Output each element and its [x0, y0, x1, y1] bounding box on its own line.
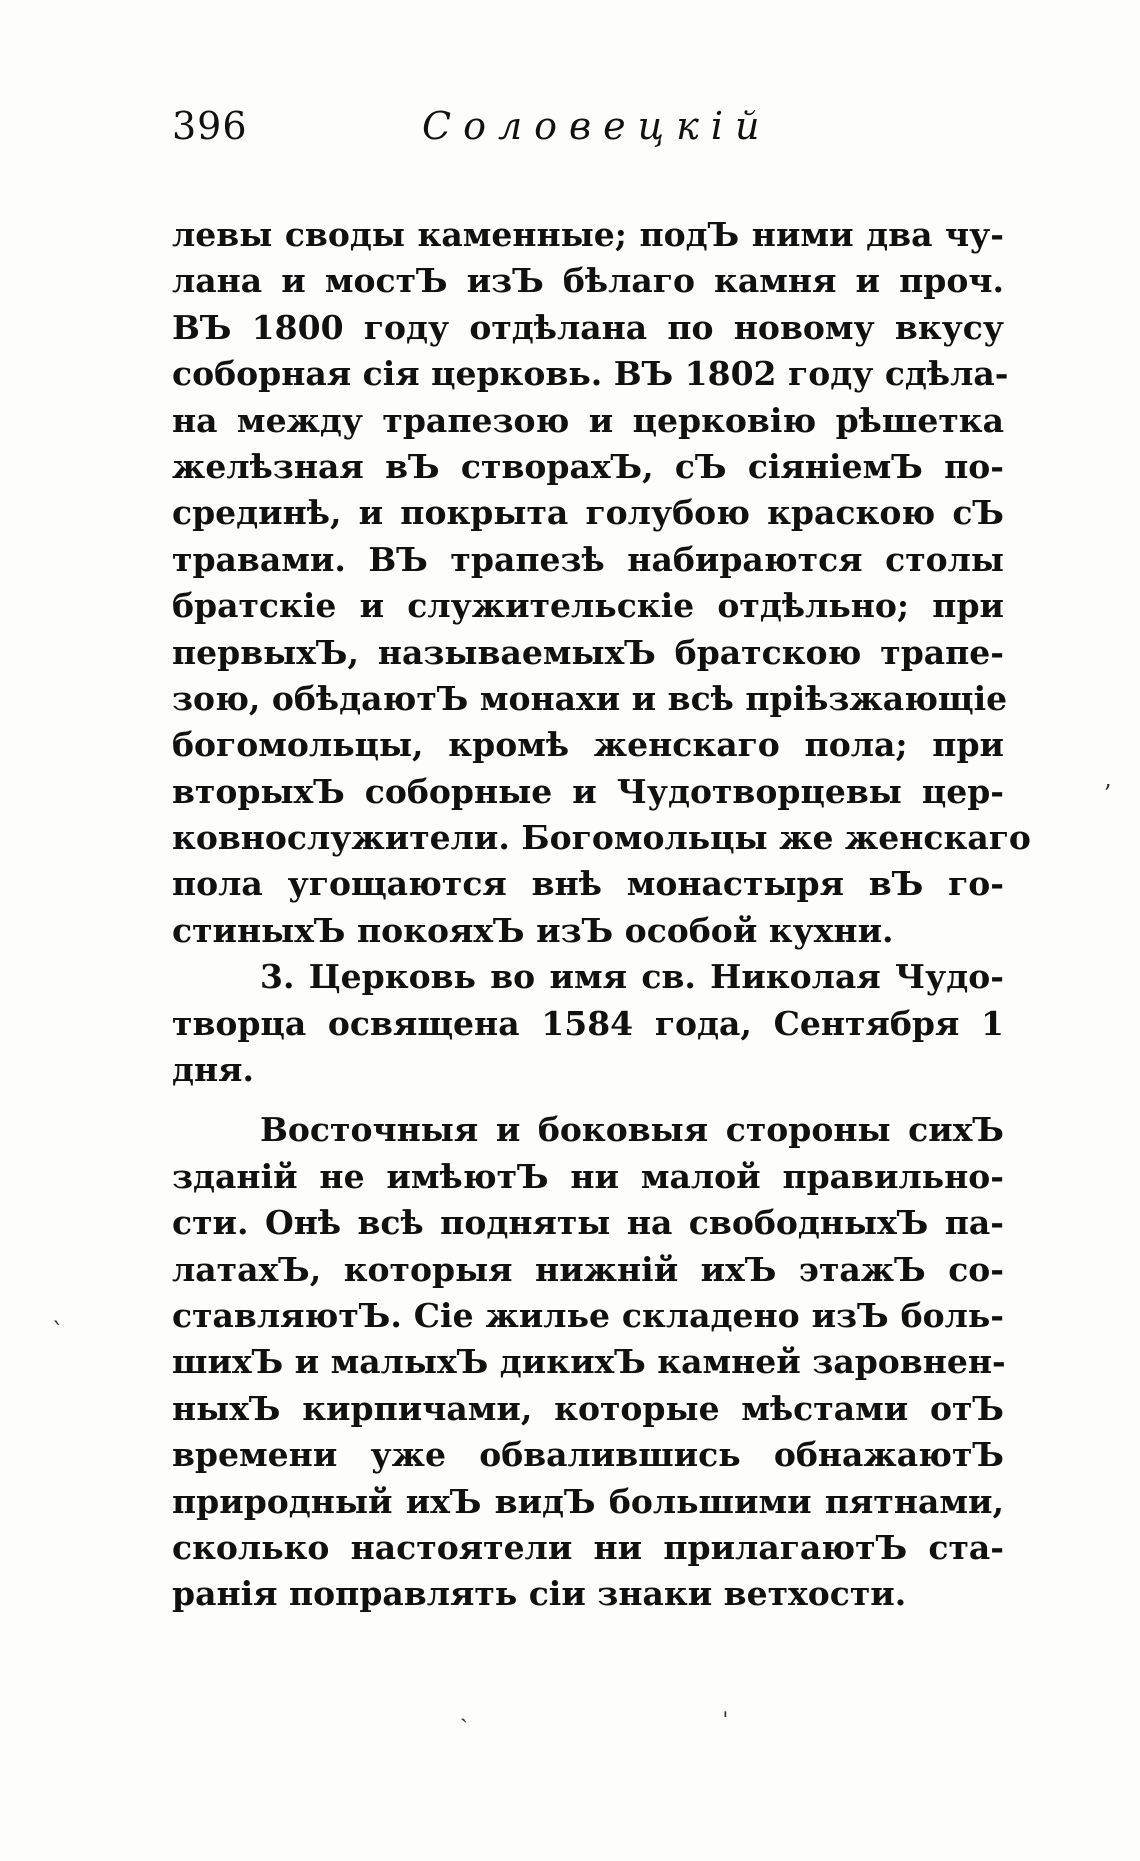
text-line: ковнослужители. Богомольцы же женскаго [172, 818, 1031, 858]
text-line: ВЪ 1800 году отдѣлана по новому вкусу [172, 307, 1004, 347]
text-line: природный ихЪ видЪ большими пятнами, [172, 1481, 1004, 1521]
text-line: зданій не имѣютЪ ни малой правильно- [172, 1156, 1004, 1196]
scan-speck: ˋ [52, 1318, 64, 1346]
text-line: срединѣ, и покрыта голубою краскою сЪ [172, 493, 1004, 533]
page-header [172, 104, 1012, 164]
text-line: желѣзная вЪ створахЪ, сЪ сіяніемЪ по- [172, 446, 1004, 486]
text-line: первыхЪ, называемыхЪ братскою трапе- [172, 632, 1004, 672]
text-line: братскіе и служительскіе отдѣльно; при [172, 586, 1004, 626]
text-line: лана и мостЪ изЪ бѣлаго камня и проч. [172, 261, 1004, 301]
text-line: сти. Онѣ всѣ подняты на свободныхЪ па- [172, 1203, 1004, 1243]
text-line: травами. ВЪ трапезѣ набираются столы [172, 539, 1004, 579]
scan-speck: ˎ [460, 1695, 468, 1723]
text-line: пола угощаются внѣ монастыря вЪ го- [172, 864, 1004, 904]
text-line: Восточныя и боковыя стороны сихЪ [260, 1110, 1004, 1150]
text-line: творца освящена 1584 года, Сентября 1 [172, 1003, 1004, 1043]
text-line: зою, обѣдаютЪ монахи и всѣ пріѣзжающіе [172, 678, 1008, 718]
text-line: ранія поправлять сіи знаки ветхости. [172, 1574, 907, 1614]
text-line: латахЪ, которыя нижній ихЪ этажЪ со- [172, 1249, 1004, 1289]
body-text [172, 212, 1031, 1618]
text-line: на между трапезою и церковію рѣшетка [172, 400, 1004, 440]
scan-speck: ˈ [722, 1708, 729, 1736]
text-line: богомольцы, кромѣ женскаго пола; при [172, 725, 1004, 765]
text-line: стиныхЪ покояхЪ изЪ особой кухни. [172, 910, 894, 950]
text-line: соборная сія церковь. ВЪ 1802 году сдѣла- [172, 354, 1009, 394]
text-line: ставляютЪ. Сіе жилье складено изЪ боль- [172, 1295, 1004, 1335]
text-line: ныхЪ кирпичами, которые мѣстами отЪ [172, 1388, 1004, 1428]
page-number: 396 [172, 104, 248, 148]
running-title: Соловецкій [422, 104, 772, 148]
text-line: 3. Церковь во имя св. Николая Чудо- [260, 957, 1004, 997]
text-line: левы своды каменные; подЪ ними два чу- [172, 215, 1004, 254]
text-line: дня. [172, 1050, 255, 1090]
text-line: шихЪ и малыхЪ дикихЪ камней заровнен- [172, 1342, 1006, 1382]
text-line: сколько настоятели ни прилагаютЪ ста- [172, 1527, 1004, 1567]
scan-speck: ʼ [1103, 780, 1111, 808]
text-line: вторыхЪ соборные и Чудотворцевы цер- [172, 771, 1004, 811]
text-line: времени уже обвалившись обнажаютЪ [172, 1435, 1004, 1475]
